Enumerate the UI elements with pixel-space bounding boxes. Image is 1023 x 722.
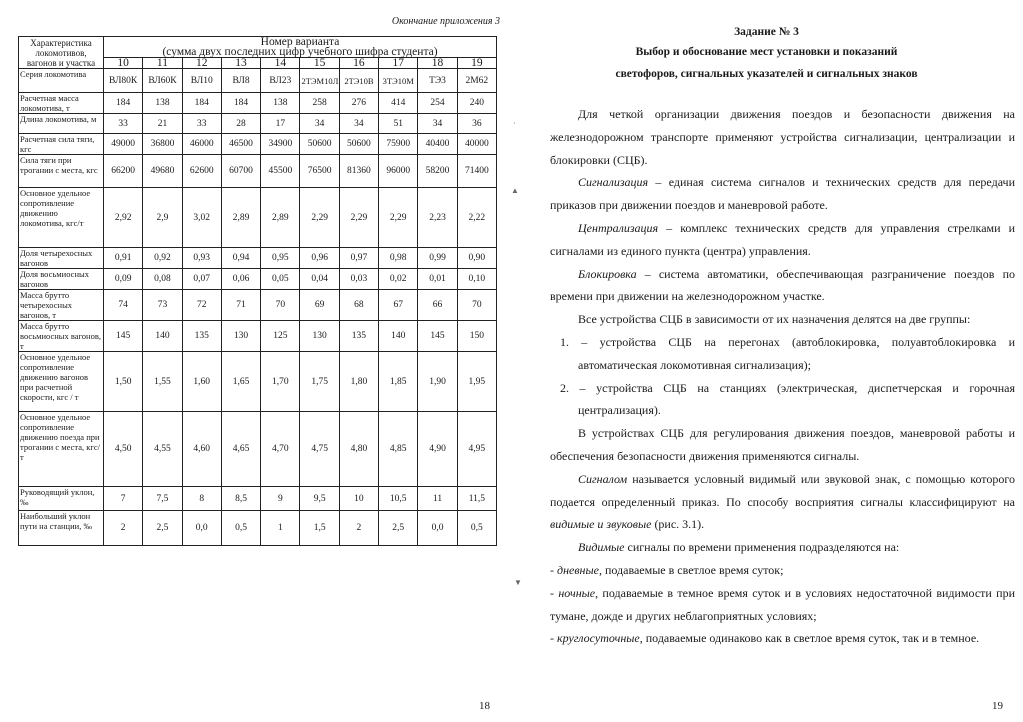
table-cell: 1,5 [300, 511, 339, 546]
table-row [19, 321, 497, 352]
table-cell: 3,02 [182, 188, 221, 248]
table-cell: 40400 [418, 134, 457, 155]
table-cell: 150 [457, 321, 496, 352]
table-cell: 9 [261, 487, 300, 511]
variant-number: 19 [457, 58, 496, 69]
table-cell: 0,04 [300, 269, 339, 290]
table-cell: 4,65 [221, 412, 260, 487]
table-cell: 2,89 [221, 188, 260, 248]
row-label: Основное удельное сопротивление движению локомотива, кгс/т [19, 188, 104, 248]
table-cell: 0,98 [379, 248, 418, 269]
term-definition: – комплекс технических средств для управления стрелками и сигналами из единого пункта (центра) управления. [550, 220, 1015, 258]
table-cell: 3ТЭ10М [379, 69, 418, 93]
table-row [19, 69, 497, 93]
table-cell: 0,91 [104, 248, 143, 269]
table-cell: 7,5 [143, 487, 182, 511]
table-row [19, 134, 497, 155]
table-cell: 135 [339, 321, 378, 352]
term-definition: , подаваемые в темное время суток и в условиях недостаточной видимости при тумане, дожде и других неблагоприятных условиях; [550, 585, 1015, 623]
table-cell: 0,0 [182, 511, 221, 546]
variant-number: 16 [339, 58, 378, 69]
table-cell: 1 [261, 511, 300, 546]
table-cell: 184 [182, 93, 221, 114]
paragraph [550, 217, 1015, 263]
table-cell: 130 [300, 321, 339, 352]
table-cell: 0,97 [339, 248, 378, 269]
table-cell: 2,23 [418, 188, 457, 248]
table-cell: 2ТЭМ10Л [300, 69, 339, 93]
table-cell: 10 [339, 487, 378, 511]
table-cell: 1,90 [418, 352, 457, 412]
term-definition: называется условный видимый или звуковой знак, с помощью которого подается определенный приказ. По способу восприятия сигналы классифицируют на [550, 471, 1015, 509]
variant-header-line2: (сумма двух последних цифр учебного шифра студента) [162, 46, 438, 58]
table-cell: 1,65 [221, 352, 260, 412]
row-label: Руководящий уклон, ‰ [19, 487, 104, 511]
table-cell: 2,89 [261, 188, 300, 248]
variant-number: 12 [182, 58, 221, 69]
table-cell: 67 [379, 290, 418, 321]
table-cell: 2,29 [339, 188, 378, 248]
table-cell: 11 [418, 487, 457, 511]
table-cell: 2,92 [104, 188, 143, 248]
running-head: Окончание приложения 3 [391, 16, 500, 27]
table-cell: 135 [182, 321, 221, 352]
variant-number: 17 [379, 58, 418, 69]
table-row [19, 352, 497, 412]
table-cell: 34 [418, 114, 457, 134]
table-cell: 66200 [104, 155, 143, 188]
table-cell: 2 [339, 511, 378, 546]
variant-number: 13 [221, 58, 260, 69]
term: Сигнализация [578, 175, 649, 190]
table-cell: ВЛ23 [261, 69, 300, 93]
signal-type-item [550, 559, 1015, 582]
table-cell: 46500 [221, 134, 260, 155]
table-cell: ТЭ3 [418, 69, 457, 93]
table-cell: 71 [221, 290, 260, 321]
table-cell: 184 [104, 93, 143, 114]
scan-artifact: · [513, 119, 516, 128]
paragraph: Все устройства СЦБ в зависимости от их назначения делятся на две группы: [578, 312, 971, 327]
table-cell: 28 [221, 114, 260, 134]
table-cell: 145 [418, 321, 457, 352]
table-cell: 7 [104, 487, 143, 511]
term-definition: , подаваемые в светлое время суток; [598, 562, 784, 577]
table-body [19, 69, 497, 546]
table-cell: 40000 [457, 134, 496, 155]
table-cell: 414 [379, 93, 418, 114]
table-cell: 8,5 [221, 487, 260, 511]
emphasis: видимые и звуковые [550, 517, 652, 532]
term-definition: – система автоматики, обеспечивающая разграничение поездов по времени при движении на железнодорожном участке. [550, 266, 1015, 304]
table-cell: 4,85 [379, 412, 418, 487]
paragraph [550, 536, 1015, 559]
table-cell: 2 [104, 511, 143, 546]
table-cell: 33 [182, 114, 221, 134]
left-page [0, 0, 510, 722]
term: Блокировка [578, 266, 637, 281]
row-label: Сила тяги при трогании с места, кгс [19, 155, 104, 188]
table-cell: 2,5 [379, 511, 418, 546]
variant-number: 10 [104, 58, 143, 69]
table-cell: 73 [143, 290, 182, 321]
table-cell: 0,0 [418, 511, 457, 546]
table-cell: 1,75 [300, 352, 339, 412]
table-cell: 4,90 [418, 412, 457, 487]
figure-ref: (рис. 3.1). [651, 517, 705, 532]
row-label: Расчетная масса локомотива, т [19, 93, 104, 114]
table-cell: 21 [143, 114, 182, 134]
table-cell: 258 [300, 93, 339, 114]
table-cell: 140 [143, 321, 182, 352]
row-label: Наибольший уклон пути на станции, ‰ [19, 511, 104, 546]
row-label: Длина локомотива, м [19, 114, 104, 134]
table-cell: 0,03 [339, 269, 378, 290]
row-label: Основное удельное сопротивление движению вагонов при расчетной скорости, кгс / т [19, 352, 104, 412]
row-label: Доля четырехосных вагонов [19, 248, 104, 269]
table-cell: 51 [379, 114, 418, 134]
table-cell: 140 [379, 321, 418, 352]
term: Сигналом [578, 471, 628, 486]
locomotive-data-table [18, 36, 497, 546]
term: круглосуточные [557, 631, 640, 646]
table-cell: 36 [457, 114, 496, 134]
table-cell: 138 [143, 93, 182, 114]
table-row [19, 114, 497, 134]
row-label: Расчетная сила тяги, кгс [19, 134, 104, 155]
table-cell: 0,08 [143, 269, 182, 290]
table-cell: 240 [457, 93, 496, 114]
variant-number: 18 [418, 58, 457, 69]
variant-number: 14 [261, 58, 300, 69]
table-cell: 184 [221, 93, 260, 114]
table-cell: 0,10 [457, 269, 496, 290]
row-label: Масса брутто восьмиосных вагонов, т [19, 321, 104, 352]
table-cell: 0,90 [457, 248, 496, 269]
paragraph: Для четкой организации движения поездов и безопасности движения на железнодорожном транспорте применяют устройства сигнализации, централизации и блокировки (СЦБ). [550, 107, 1015, 167]
table-cell: 34 [339, 114, 378, 134]
table-cell: ВЛ10 [182, 69, 221, 93]
table-row [19, 412, 497, 487]
table-cell: 76500 [300, 155, 339, 188]
table-cell: 4,95 [457, 412, 496, 487]
table-cell: 46000 [182, 134, 221, 155]
table-cell: 70 [457, 290, 496, 321]
table-cell: 2,29 [379, 188, 418, 248]
table-cell: 66 [418, 290, 457, 321]
body-text [550, 103, 1015, 650]
paragraph [550, 263, 1015, 309]
table-row [19, 511, 497, 546]
signal-type-item [550, 627, 1015, 650]
table-cell: 45500 [261, 155, 300, 188]
table-cell: 34 [300, 114, 339, 134]
table-cell: 8 [182, 487, 221, 511]
list-item: 1. – устройства СЦБ на перегонах (автоблокировка, полуавтоблокировка и автоматическая локомотивная сигнализация); [560, 334, 1015, 372]
term-definition: – единая система сигналов и технических средств для передачи приказов при движении поездов и маневровой работе. [550, 175, 1015, 213]
table-cell: 0,01 [418, 269, 457, 290]
variant-header-line1: Номер варианта [260, 36, 340, 48]
table-cell: 75900 [379, 134, 418, 155]
table-cell: 0,92 [143, 248, 182, 269]
table-cell: ВЛ8 [221, 69, 260, 93]
variant-header [104, 37, 497, 58]
scan-artifact: ▼ [514, 578, 522, 587]
table-cell: ВЛ60К [143, 69, 182, 93]
table-row [19, 269, 497, 290]
table-cell: 70 [261, 290, 300, 321]
table-cell: 50600 [300, 134, 339, 155]
paragraph: В устройствах СЦБ для регулирования движения поездов, маневровой работы и обеспечения безопасности движения применяются сигналы. [550, 426, 1015, 463]
table-cell: 130 [221, 321, 260, 352]
table-cell: 1,80 [339, 352, 378, 412]
table-cell: 4,55 [143, 412, 182, 487]
right-page [510, 0, 1023, 722]
table-cell: 0,02 [379, 269, 418, 290]
row-label: Серия локомотива [19, 69, 104, 93]
table-cell: 0,05 [261, 269, 300, 290]
table-cell: 2,5 [143, 511, 182, 546]
table-cell: 0,5 [221, 511, 260, 546]
task-number: Задание № 3 [734, 26, 799, 38]
table-row [19, 487, 497, 511]
table-row [19, 93, 497, 114]
table-cell: 276 [339, 93, 378, 114]
table-row [19, 290, 497, 321]
table-cell: 9,5 [300, 487, 339, 511]
table-cell: 4,80 [339, 412, 378, 487]
table-cell: 49000 [104, 134, 143, 155]
table-cell: 125 [261, 321, 300, 352]
table-cell: 69 [300, 290, 339, 321]
table-cell: 0,94 [221, 248, 260, 269]
table-cell: 49680 [143, 155, 182, 188]
table-cell: 0,95 [261, 248, 300, 269]
table-cell: 1,60 [182, 352, 221, 412]
table-cell: 1,95 [457, 352, 496, 412]
page-number-left: 18 [479, 700, 490, 712]
table-cell: 0,07 [182, 269, 221, 290]
table-cell: 0,09 [104, 269, 143, 290]
table-cell: 2,9 [143, 188, 182, 248]
table-cell: 10,5 [379, 487, 418, 511]
table-cell: 1,50 [104, 352, 143, 412]
table-cell: 96000 [379, 155, 418, 188]
table-cell: 71400 [457, 155, 496, 188]
variant-number: 11 [143, 58, 182, 69]
term: ночные [558, 585, 596, 600]
dash: - [550, 631, 557, 646]
dash: - [550, 562, 557, 577]
signal-type-item [550, 582, 1015, 628]
scan-artifact: ▲ [511, 186, 519, 195]
table-cell: 81360 [339, 155, 378, 188]
paragraph [550, 468, 1015, 536]
table-cell: 11,5 [457, 487, 496, 511]
table-cell: 58200 [418, 155, 457, 188]
dash: - [550, 585, 559, 600]
task-title-line2: светофоров, сигнальных указателей и сигнальных знаков [615, 68, 918, 80]
table-cell: 4,50 [104, 412, 143, 487]
row-label: Основное удельное сопротивление движению поезда при трогании с места, кгс/т [19, 412, 104, 487]
term: Видимые [578, 540, 625, 555]
page-number-right: 19 [992, 700, 1003, 712]
table-cell: 17 [261, 114, 300, 134]
table-cell: 34900 [261, 134, 300, 155]
table-cell: 0,96 [300, 248, 339, 269]
row-label: Масса брутто четырехосных вагонов, т [19, 290, 104, 321]
table-corner-header: Характеристика локомотивов, вагонов и участка [19, 37, 104, 69]
table-cell: 1,55 [143, 352, 182, 412]
table-cell: 254 [418, 93, 457, 114]
table-row [19, 155, 497, 188]
paragraph [550, 171, 1015, 217]
term-definition: , подаваемые одинаково как в светлое время суток, так и в темное. [639, 631, 980, 646]
table-cell: 2ТЭ10В [339, 69, 378, 93]
list-item: 2. – устройства СЦБ на станциях (электрическая, диспетчерская и горочная централизация). [560, 380, 1015, 418]
table-cell: 4,70 [261, 412, 300, 487]
table-cell: ВЛ80К [104, 69, 143, 93]
table-cell: 50600 [339, 134, 378, 155]
table-cell: 0,06 [221, 269, 260, 290]
table-cell: 36800 [143, 134, 182, 155]
table-cell: 60700 [221, 155, 260, 188]
term: дневные [557, 562, 599, 577]
variant-number: 15 [300, 58, 339, 69]
table-cell: 1,70 [261, 352, 300, 412]
table-cell: 0,99 [418, 248, 457, 269]
task-title-line1: Выбор и обоснование мест установки и показаний [635, 46, 898, 58]
table-cell: 74 [104, 290, 143, 321]
table-cell: 2М62 [457, 69, 496, 93]
table-cell: 62600 [182, 155, 221, 188]
term: Централизация [578, 220, 659, 235]
table-cell: 2,22 [457, 188, 496, 248]
row-label: Доля восьмиосных вагонов [19, 269, 104, 290]
table-row [19, 248, 497, 269]
term-definition: сигналы по времени применения подразделяются на: [624, 540, 900, 555]
table-cell: 0,93 [182, 248, 221, 269]
table-cell: 0,5 [457, 511, 496, 546]
table-cell: 72 [182, 290, 221, 321]
table-cell: 1,85 [379, 352, 418, 412]
table-cell: 4,75 [300, 412, 339, 487]
table-row [19, 188, 497, 248]
table-cell: 2,29 [300, 188, 339, 248]
table-cell: 68 [339, 290, 378, 321]
table-cell: 138 [261, 93, 300, 114]
table-cell: 4,60 [182, 412, 221, 487]
table-cell: 33 [104, 114, 143, 134]
table-cell: 145 [104, 321, 143, 352]
